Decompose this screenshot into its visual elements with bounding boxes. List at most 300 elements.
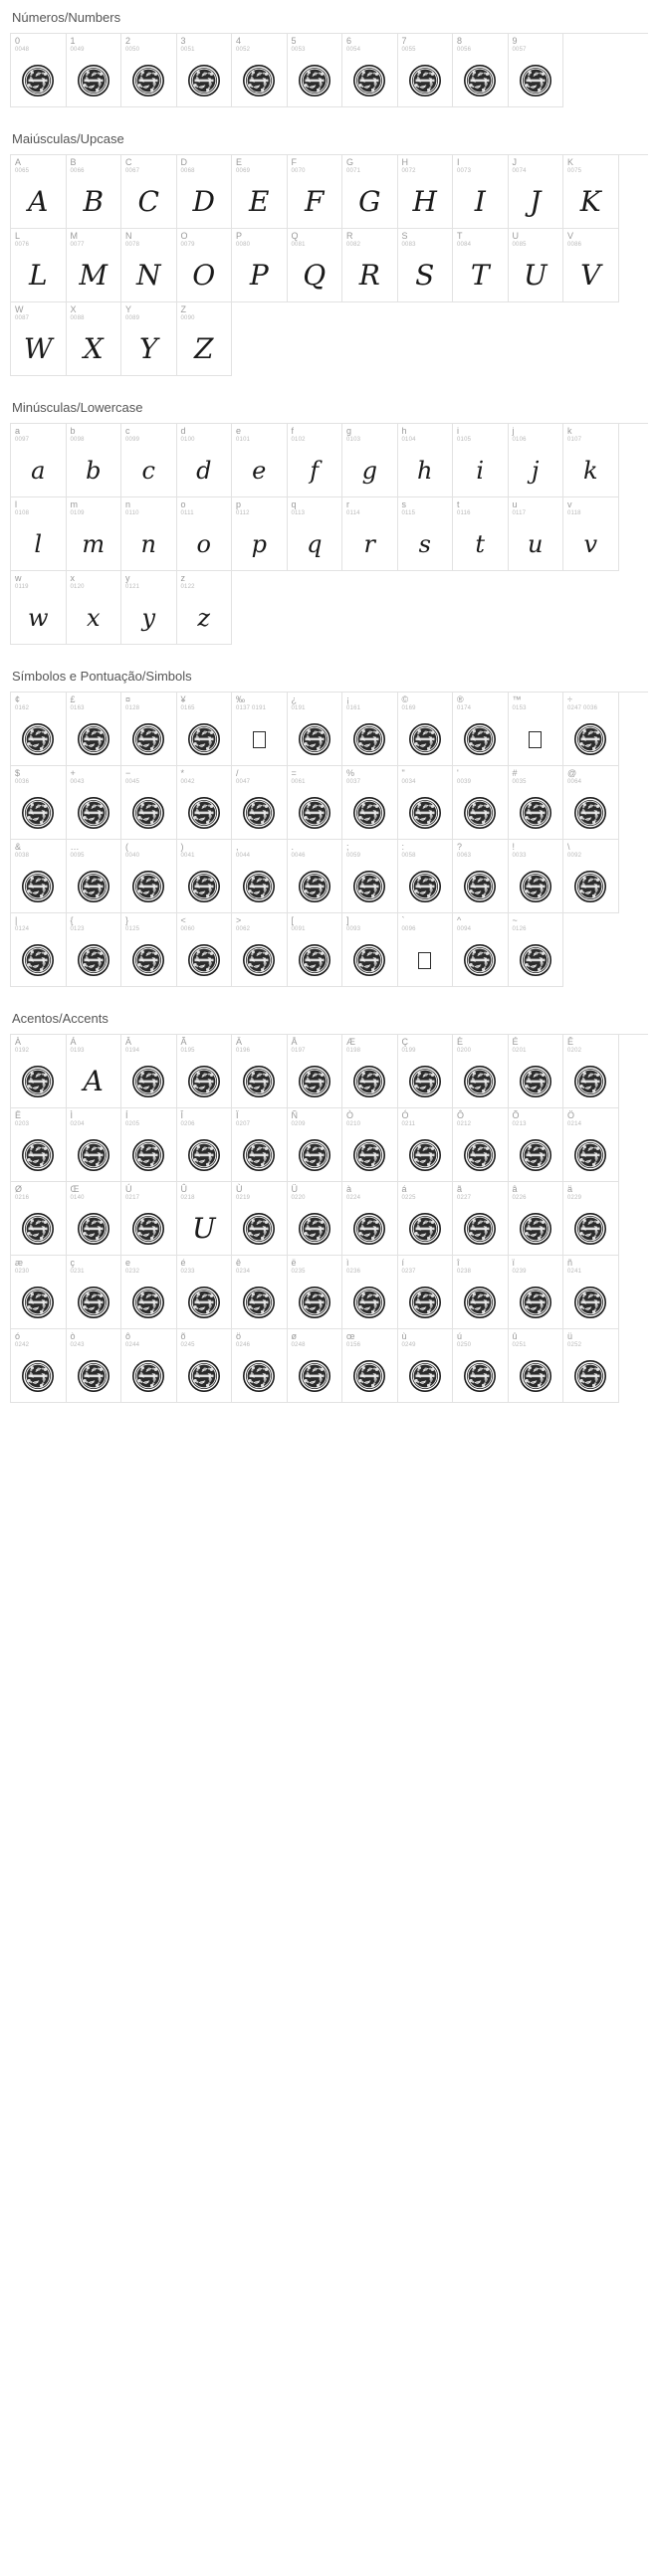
glyph-cell[interactable] bbox=[453, 1035, 509, 1108]
glyph-cell[interactable] bbox=[342, 693, 398, 766]
glyph-cell[interactable] bbox=[67, 424, 122, 497]
glyph-character-label: ? bbox=[457, 842, 463, 852]
glyph-cell[interactable] bbox=[67, 693, 122, 766]
glyph-preview bbox=[232, 1278, 287, 1327]
glyph-preview bbox=[509, 1278, 563, 1327]
glyph-cell[interactable] bbox=[67, 497, 122, 571]
glyph-cell[interactable] bbox=[232, 1182, 288, 1256]
glyph-cell[interactable] bbox=[288, 693, 343, 766]
glyph-character-label: Ê bbox=[567, 1037, 574, 1047]
glyph-cell[interactable] bbox=[67, 1182, 122, 1256]
seal-icon bbox=[131, 1138, 165, 1172]
glyph-cell[interactable] bbox=[563, 229, 619, 302]
glyph-cell[interactable] bbox=[288, 424, 343, 497]
seal-icon bbox=[463, 1065, 497, 1098]
glyph-preview bbox=[67, 251, 121, 300]
seal-icon bbox=[573, 722, 607, 756]
glyph-cell[interactable] bbox=[398, 497, 454, 571]
glyph-preview bbox=[121, 935, 176, 985]
glyph-cell[interactable] bbox=[67, 1329, 122, 1403]
glyph-cell[interactable] bbox=[563, 1182, 619, 1256]
glyph-rendered-text: T bbox=[470, 259, 490, 292]
glyph-character-label: J bbox=[512, 157, 517, 167]
glyph-preview bbox=[509, 788, 563, 838]
glyph-cell[interactable] bbox=[398, 840, 454, 913]
seal-icon bbox=[77, 722, 110, 756]
glyph-cell[interactable] bbox=[342, 424, 398, 497]
glyph-cell[interactable] bbox=[288, 497, 343, 571]
seal-icon bbox=[573, 870, 607, 903]
glyph-cell[interactable] bbox=[453, 1108, 509, 1182]
glyph-cell[interactable] bbox=[509, 1182, 564, 1256]
glyph-cell[interactable] bbox=[232, 497, 288, 571]
glyph-character-label: w bbox=[15, 573, 22, 583]
glyph-cell[interactable] bbox=[509, 497, 564, 571]
glyph-unicode-code: 0162 bbox=[15, 705, 30, 711]
glyph-cell[interactable] bbox=[177, 766, 233, 840]
glyph-preview bbox=[342, 56, 397, 105]
glyph-cell[interactable] bbox=[121, 497, 177, 571]
seal-icon bbox=[21, 1138, 55, 1172]
glyph-cell[interactable] bbox=[398, 913, 454, 987]
glyph-cell[interactable] bbox=[398, 34, 454, 107]
glyph-cell[interactable] bbox=[288, 155, 343, 229]
glyph-unicode-code: 0038 bbox=[15, 853, 30, 859]
glyph-preview bbox=[232, 1204, 287, 1254]
glyph-preview bbox=[288, 177, 342, 227]
glyph-preview bbox=[121, 714, 176, 764]
seal-icon bbox=[21, 1286, 55, 1319]
section-title: Acentos/Accents bbox=[12, 1011, 109, 1026]
glyph-cell[interactable] bbox=[288, 1182, 343, 1256]
glyph-cell[interactable] bbox=[288, 766, 343, 840]
glyph-cell[interactable] bbox=[177, 1182, 233, 1256]
glyph-cell[interactable] bbox=[177, 913, 233, 987]
glyph-unicode-code: 0047 bbox=[236, 779, 251, 785]
seal-icon bbox=[463, 943, 497, 977]
glyph-cell[interactable] bbox=[177, 155, 233, 229]
glyph-cell[interactable] bbox=[288, 34, 343, 107]
seal-icon bbox=[519, 1286, 552, 1319]
glyph-unicode-code: 0209 bbox=[291, 1121, 306, 1127]
glyph-cell[interactable] bbox=[453, 424, 509, 497]
glyph-character-label: " bbox=[401, 768, 405, 778]
seal-icon bbox=[298, 943, 331, 977]
section-symbols bbox=[10, 659, 648, 987]
glyph-cell[interactable] bbox=[11, 766, 67, 840]
glyph-cell[interactable] bbox=[398, 1329, 454, 1403]
glyph-rendered-text: A bbox=[83, 1065, 104, 1097]
glyph-rendered-text: n bbox=[140, 530, 156, 558]
glyph-preview bbox=[121, 1057, 176, 1106]
seal-icon bbox=[298, 1212, 331, 1246]
glyph-cell[interactable] bbox=[67, 766, 122, 840]
section-numbers bbox=[10, 0, 648, 107]
glyph-character-label: Ô bbox=[457, 1110, 465, 1120]
glyph-cell[interactable] bbox=[563, 693, 619, 766]
seal-icon bbox=[463, 1359, 497, 1393]
glyph-unicode-code: 0207 bbox=[236, 1121, 251, 1127]
glyph-unicode-code: 0242 bbox=[15, 1342, 30, 1348]
glyph-cell[interactable] bbox=[398, 693, 454, 766]
glyph-preview bbox=[11, 1204, 66, 1254]
glyph-cell[interactable] bbox=[563, 155, 619, 229]
glyph-character-label: é bbox=[180, 1258, 186, 1268]
glyph-unicode-code: 0071 bbox=[346, 168, 361, 174]
glyph-cell[interactable] bbox=[11, 913, 67, 987]
glyph-cell[interactable] bbox=[509, 424, 564, 497]
glyph-cell[interactable] bbox=[453, 1329, 509, 1403]
glyph-preview bbox=[121, 788, 176, 838]
glyph-unicode-code: 0072 bbox=[401, 168, 416, 174]
glyph-character-label: 6 bbox=[346, 36, 352, 46]
glyph-cell[interactable] bbox=[121, 840, 177, 913]
glyph-cell[interactable] bbox=[398, 424, 454, 497]
glyph-character-label: { bbox=[70, 915, 74, 925]
glyph-cell[interactable] bbox=[121, 302, 177, 376]
glyph-preview bbox=[11, 1351, 66, 1401]
glyph-preview bbox=[177, 446, 232, 495]
glyph-character-label: © bbox=[401, 694, 409, 704]
glyph-character-label: Ä bbox=[236, 1037, 243, 1047]
section-lowercase bbox=[10, 390, 648, 645]
glyph-character-label: ã bbox=[457, 1184, 463, 1194]
glyph-cell[interactable] bbox=[11, 571, 67, 645]
glyph-cell[interactable] bbox=[177, 571, 233, 645]
glyph-cell[interactable] bbox=[232, 1108, 288, 1182]
glyph-character-label: ¥ bbox=[180, 694, 186, 704]
glyph-preview bbox=[509, 446, 563, 495]
glyph-cell[interactable] bbox=[11, 497, 67, 571]
glyph-unicode-code: 0161 bbox=[346, 705, 361, 711]
glyph-character-label: E bbox=[236, 157, 243, 167]
glyph-cell[interactable] bbox=[509, 766, 564, 840]
glyph-cell[interactable] bbox=[121, 424, 177, 497]
glyph-rendered-text: A bbox=[28, 185, 49, 218]
glyph-character-label: O bbox=[180, 231, 188, 241]
glyph-unicode-code: 0070 bbox=[291, 168, 306, 174]
glyph-unicode-code: 0227 bbox=[457, 1195, 472, 1201]
glyph-preview bbox=[342, 714, 397, 764]
glyph-cell[interactable] bbox=[67, 229, 122, 302]
glyph-cell[interactable] bbox=[177, 693, 233, 766]
glyph-preview bbox=[342, 935, 397, 985]
glyph-preview bbox=[11, 593, 66, 643]
glyph-preview bbox=[288, 862, 342, 911]
glyph-cell[interactable] bbox=[121, 34, 177, 107]
glyph-cell[interactable] bbox=[232, 424, 288, 497]
glyph-cell[interactable] bbox=[453, 693, 509, 766]
glyph-cell[interactable] bbox=[11, 229, 67, 302]
glyph-cell[interactable] bbox=[342, 1108, 398, 1182]
glyph-cell[interactable] bbox=[342, 1256, 398, 1329]
glyph-cell[interactable] bbox=[232, 1256, 288, 1329]
glyph-unicode-code: 0099 bbox=[125, 437, 140, 443]
glyph-cell[interactable] bbox=[177, 1256, 233, 1329]
glyph-cell[interactable] bbox=[11, 155, 67, 229]
glyph-character-label: ö bbox=[236, 1331, 242, 1341]
glyph-character-label: ï bbox=[512, 1258, 516, 1268]
glyph-cell[interactable] bbox=[342, 1182, 398, 1256]
glyph-cell[interactable] bbox=[11, 34, 67, 107]
glyph-rendered-text: Q bbox=[303, 259, 327, 292]
glyph-cell[interactable] bbox=[509, 840, 564, 913]
glyph-unicode-code: 0193 bbox=[70, 1048, 85, 1054]
glyph-cell[interactable] bbox=[563, 840, 619, 913]
glyph-cell[interactable] bbox=[232, 913, 288, 987]
glyph-unicode-code: 0128 bbox=[125, 705, 140, 711]
glyph-cell[interactable] bbox=[563, 497, 619, 571]
glyph-cell[interactable] bbox=[509, 1035, 564, 1108]
glyph-unicode-code: 0111 bbox=[180, 510, 194, 516]
glyph-preview bbox=[563, 251, 618, 300]
glyph-cell[interactable] bbox=[453, 34, 509, 107]
glyph-cell[interactable] bbox=[453, 497, 509, 571]
glyph-cell[interactable] bbox=[121, 229, 177, 302]
glyph-character-label: x bbox=[70, 573, 75, 583]
glyph-character-label: e bbox=[236, 426, 242, 436]
glyph-cell[interactable] bbox=[11, 1329, 67, 1403]
glyph-character-label: Œ bbox=[70, 1184, 80, 1194]
glyph-cell[interactable] bbox=[398, 766, 454, 840]
glyph-cell[interactable] bbox=[177, 302, 233, 376]
glyph-character-label: : bbox=[401, 842, 405, 852]
glyph-character-label: q bbox=[291, 499, 297, 509]
glyph-unicode-code: 0098 bbox=[70, 437, 85, 443]
glyph-cell[interactable] bbox=[67, 1256, 122, 1329]
glyph-character-label: œ bbox=[346, 1331, 355, 1341]
seal-icon bbox=[242, 1286, 276, 1319]
glyph-character-label: î bbox=[457, 1258, 460, 1268]
glyph-unicode-code: 0114 bbox=[346, 510, 360, 516]
seal-icon bbox=[21, 1359, 55, 1393]
glyph-cell[interactable] bbox=[453, 1182, 509, 1256]
glyph-unicode-code: 0218 bbox=[180, 1195, 195, 1201]
glyph-preview bbox=[398, 177, 453, 227]
glyph-cell[interactable] bbox=[67, 34, 122, 107]
glyph-preview bbox=[11, 714, 66, 764]
glyph-cell[interactable] bbox=[121, 1256, 177, 1329]
glyph-cell[interactable] bbox=[342, 497, 398, 571]
glyph-cell[interactable] bbox=[121, 913, 177, 987]
glyph-character-label: * bbox=[180, 768, 185, 778]
glyph-cell[interactable] bbox=[453, 840, 509, 913]
glyph-cell[interactable] bbox=[67, 1108, 122, 1182]
glyph-cell[interactable] bbox=[121, 1182, 177, 1256]
glyph-cell[interactable] bbox=[11, 1035, 67, 1108]
seal-icon bbox=[408, 1359, 442, 1393]
glyph-cell[interactable] bbox=[288, 913, 343, 987]
glyph-unicode-code: 0199 bbox=[401, 1048, 416, 1054]
glyph-cell[interactable] bbox=[509, 693, 564, 766]
glyph-cell[interactable] bbox=[509, 1329, 564, 1403]
glyph-cell[interactable] bbox=[232, 693, 288, 766]
glyph-cell[interactable] bbox=[288, 840, 343, 913]
glyph-cell[interactable] bbox=[232, 155, 288, 229]
glyph-cell[interactable] bbox=[11, 693, 67, 766]
glyph-cell[interactable] bbox=[11, 1108, 67, 1182]
glyph-character-label: Z bbox=[180, 304, 186, 314]
glyph-cell[interactable] bbox=[342, 34, 398, 107]
glyph-cell[interactable] bbox=[67, 840, 122, 913]
glyph-cell[interactable] bbox=[398, 1035, 454, 1108]
glyph-rendered-text: J bbox=[530, 185, 542, 218]
glyph-preview bbox=[11, 446, 66, 495]
glyph-character-label: K bbox=[567, 157, 574, 167]
glyph-cell[interactable] bbox=[563, 1108, 619, 1182]
glyph-unicode-code: 0075 bbox=[567, 168, 582, 174]
glyph-cell[interactable] bbox=[342, 840, 398, 913]
seal-icon bbox=[187, 1065, 221, 1098]
glyph-cell[interactable] bbox=[232, 1329, 288, 1403]
glyph-cell[interactable] bbox=[453, 229, 509, 302]
glyph-cell[interactable] bbox=[67, 571, 122, 645]
glyph-unicode-code: 0091 bbox=[291, 926, 306, 932]
glyph-cell[interactable] bbox=[67, 1035, 122, 1108]
glyph-cell[interactable] bbox=[288, 1256, 343, 1329]
glyph-cell[interactable] bbox=[453, 766, 509, 840]
glyph-cell[interactable] bbox=[232, 840, 288, 913]
glyph-cell[interactable] bbox=[11, 840, 67, 913]
glyph-cell[interactable] bbox=[177, 1035, 233, 1108]
glyph-preview bbox=[509, 714, 563, 764]
glyph-cell[interactable] bbox=[232, 1035, 288, 1108]
glyph-cell[interactable] bbox=[398, 1108, 454, 1182]
glyph-character-label: G bbox=[346, 157, 354, 167]
glyph-unicode-code: 0249 bbox=[401, 1342, 416, 1348]
glyph-unicode-code: 0204 bbox=[70, 1121, 85, 1127]
glyph-preview bbox=[11, 788, 66, 838]
glyph-preview bbox=[67, 788, 121, 838]
glyph-cell[interactable] bbox=[177, 497, 233, 571]
glyph-cell[interactable] bbox=[509, 1256, 564, 1329]
glyph-rendered-text: V bbox=[580, 259, 601, 292]
glyph-cell[interactable] bbox=[342, 766, 398, 840]
glyph-preview bbox=[67, 593, 121, 643]
seal-icon bbox=[298, 1286, 331, 1319]
glyph-cell[interactable] bbox=[177, 229, 233, 302]
glyph-cell[interactable] bbox=[563, 1035, 619, 1108]
glyph-cell[interactable] bbox=[288, 229, 343, 302]
glyph-preview bbox=[563, 1351, 618, 1401]
glyph-rendered-text: I bbox=[474, 185, 486, 218]
glyph-character-label: ‰ bbox=[236, 694, 245, 704]
glyph-unicode-code: 0073 bbox=[457, 168, 472, 174]
glyph-preview bbox=[509, 56, 563, 105]
glyph-cell[interactable] bbox=[342, 913, 398, 987]
glyph-unicode-code: 0049 bbox=[70, 47, 85, 53]
glyph-character-label: ¿ bbox=[291, 694, 297, 704]
glyph-cell[interactable] bbox=[232, 766, 288, 840]
glyph-cell[interactable] bbox=[398, 155, 454, 229]
glyph-preview bbox=[563, 446, 618, 495]
glyph-cell[interactable] bbox=[509, 229, 564, 302]
glyph-character-label: à bbox=[346, 1184, 352, 1194]
glyph-cell[interactable] bbox=[288, 1108, 343, 1182]
seal-icon bbox=[131, 64, 165, 98]
glyph-character-label: | bbox=[15, 915, 18, 925]
glyph-rendered-text: r bbox=[363, 530, 375, 558]
glyph-cell[interactable] bbox=[288, 1329, 343, 1403]
glyph-rendered-text: F bbox=[305, 185, 325, 218]
glyph-rendered-text: g bbox=[361, 457, 377, 485]
glyph-preview bbox=[232, 56, 287, 105]
glyph-cell[interactable] bbox=[121, 1329, 177, 1403]
glyph-rendered-text: i bbox=[476, 457, 485, 485]
glyph-cell[interactable] bbox=[11, 424, 67, 497]
glyph-cell[interactable] bbox=[121, 571, 177, 645]
glyph-cell[interactable] bbox=[67, 155, 122, 229]
seal-icon bbox=[408, 1212, 442, 1246]
glyph-character-label: Ú bbox=[125, 1184, 132, 1194]
glyph-cell[interactable] bbox=[453, 1256, 509, 1329]
glyph-cell[interactable] bbox=[121, 766, 177, 840]
glyph-unicode-code: 0224 bbox=[346, 1195, 361, 1201]
glyph-cell[interactable] bbox=[288, 1035, 343, 1108]
glyph-unicode-code: 0066 bbox=[70, 168, 85, 174]
glyph-cell[interactable] bbox=[177, 840, 233, 913]
glyph-character-label: ® bbox=[457, 694, 464, 704]
glyph-cell[interactable] bbox=[563, 1329, 619, 1403]
glyph-cell[interactable] bbox=[342, 1329, 398, 1403]
glyph-cell[interactable] bbox=[563, 424, 619, 497]
glyph-unicode-code: 0057 bbox=[512, 47, 527, 53]
glyph-cell[interactable] bbox=[509, 34, 564, 107]
glyph-cell[interactable] bbox=[398, 1256, 454, 1329]
glyph-cell[interactable] bbox=[453, 913, 509, 987]
glyph-cell[interactable] bbox=[509, 913, 564, 987]
glyph-cell[interactable] bbox=[177, 1108, 233, 1182]
glyph-rendered-text: M bbox=[79, 259, 109, 292]
glyph-cell[interactable] bbox=[11, 1256, 67, 1329]
glyph-cell[interactable] bbox=[398, 1182, 454, 1256]
glyph-cell[interactable] bbox=[177, 34, 233, 107]
glyph-cell[interactable] bbox=[121, 1035, 177, 1108]
glyph-character-label: ¡ bbox=[346, 694, 349, 704]
glyph-cell[interactable] bbox=[342, 1035, 398, 1108]
glyph-cell[interactable] bbox=[11, 302, 67, 376]
seal-icon bbox=[352, 943, 386, 977]
glyph-character-label: & bbox=[15, 842, 22, 852]
glyph-preview bbox=[509, 1204, 563, 1254]
glyph-cell[interactable] bbox=[67, 913, 122, 987]
glyph-cell[interactable] bbox=[232, 34, 288, 107]
glyph-cell[interactable] bbox=[342, 229, 398, 302]
glyph-cell[interactable] bbox=[11, 1182, 67, 1256]
glyph-cell[interactable] bbox=[509, 1108, 564, 1182]
glyph-cell[interactable] bbox=[453, 155, 509, 229]
glyph-cell[interactable] bbox=[398, 229, 454, 302]
glyph-unicode-code: 0085 bbox=[512, 242, 527, 248]
glyph-cell[interactable] bbox=[509, 155, 564, 229]
glyph-character-label: À bbox=[15, 1037, 22, 1047]
glyph-cell[interactable] bbox=[67, 302, 122, 376]
glyph-cell[interactable] bbox=[121, 693, 177, 766]
glyph-cell[interactable] bbox=[177, 1329, 233, 1403]
glyph-cell[interactable] bbox=[563, 1256, 619, 1329]
glyph-character-label: ~ bbox=[512, 915, 518, 925]
glyph-character-label: c bbox=[125, 426, 130, 436]
seal-icon bbox=[352, 64, 386, 98]
glyph-preview bbox=[232, 1130, 287, 1180]
glyph-cell[interactable] bbox=[177, 424, 233, 497]
glyph-cell[interactable] bbox=[563, 766, 619, 840]
glyph-cell[interactable] bbox=[342, 155, 398, 229]
glyph-cell[interactable] bbox=[121, 155, 177, 229]
glyph-cell[interactable] bbox=[232, 229, 288, 302]
glyph-cell[interactable] bbox=[121, 1108, 177, 1182]
glyph-unicode-code: 0080 bbox=[236, 242, 251, 248]
